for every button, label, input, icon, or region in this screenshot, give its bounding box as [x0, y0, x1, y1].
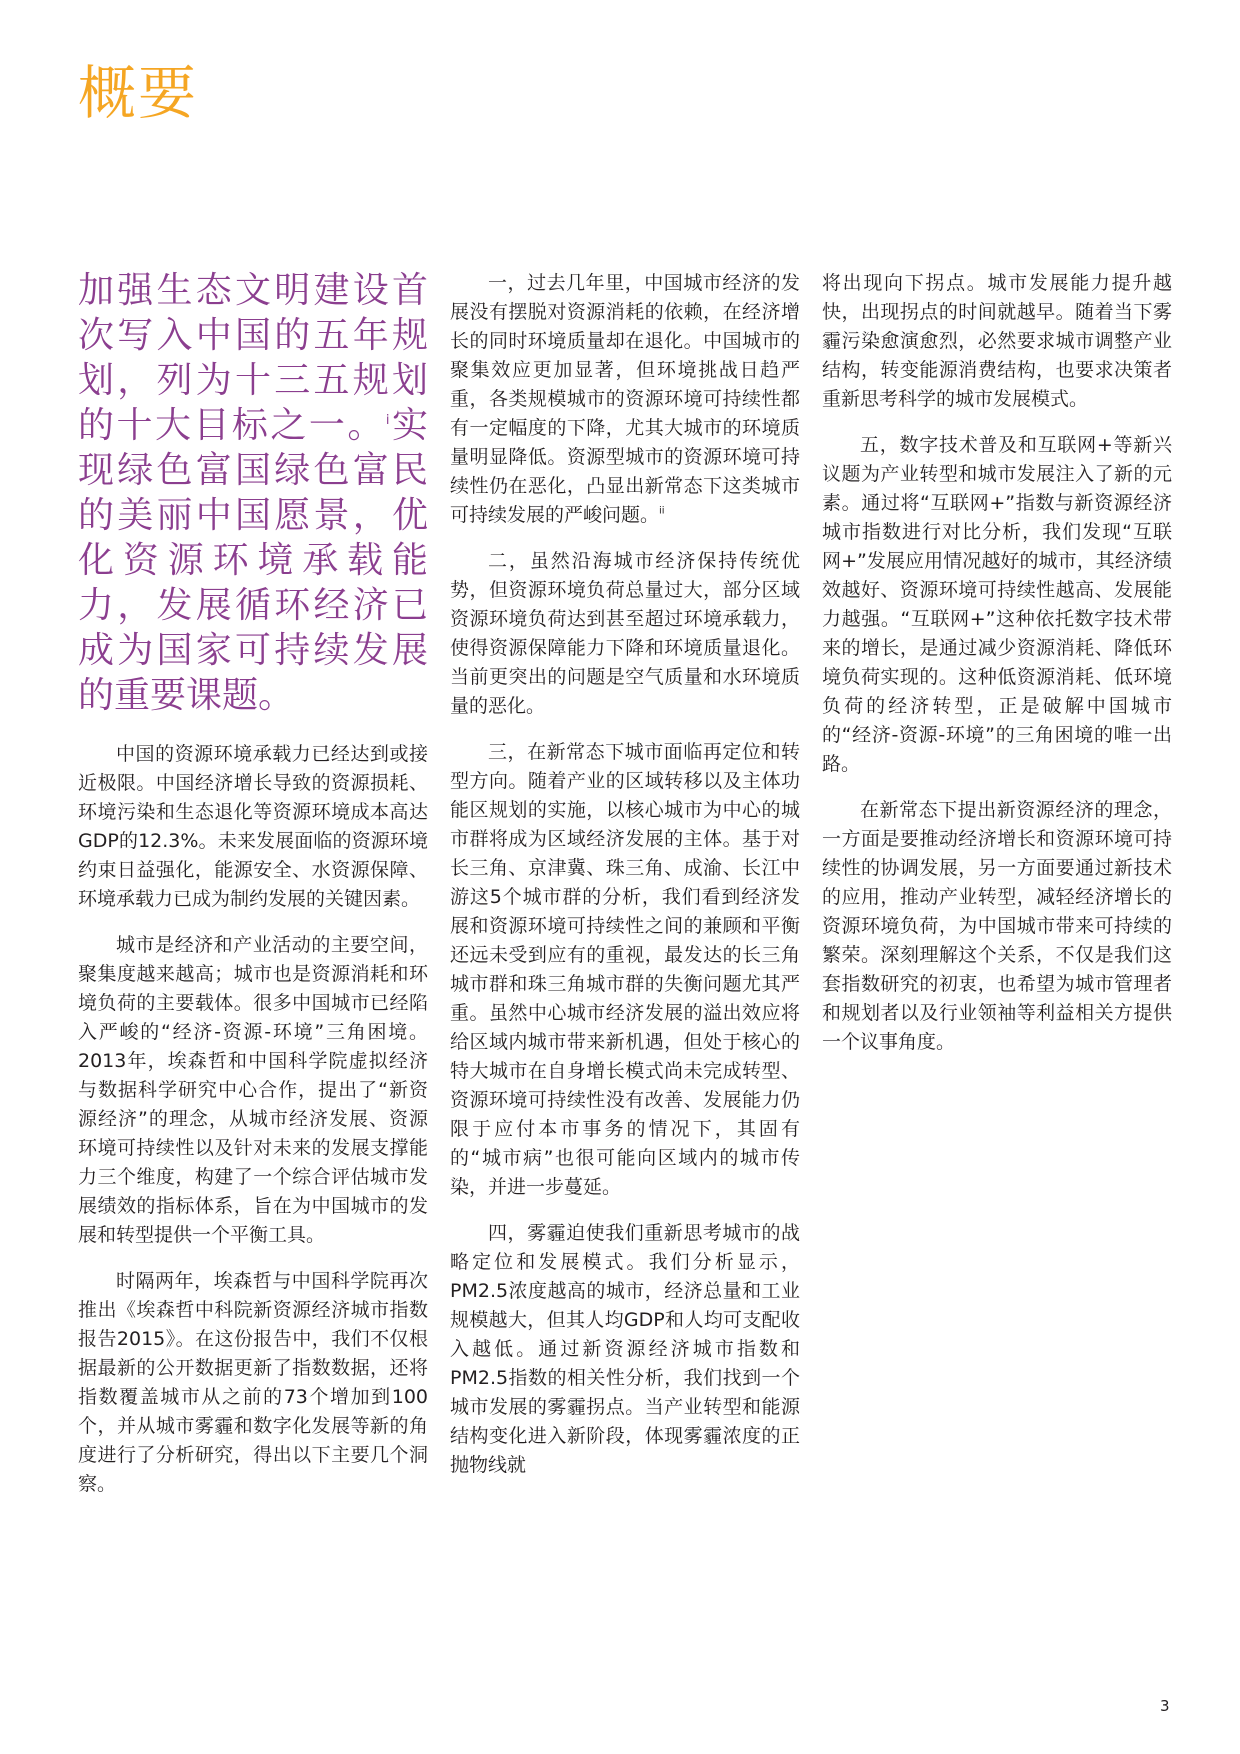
column-left — [78, 740, 428, 1516]
paragraph: 将出现向下拐点。城市发展能力提升越快，出现拐点的时间就越早。随着当下雾霾污染愈演愈烈，必然要求城市调整产业结构，转变能源消费结构，也要求决策者重新思考科学的城市发展模式。 — [822, 272, 1172, 410]
paragraph: 五，数字技术普及和互联网+等新兴议题为产业转型和城市发展注入了新的元素。通过将“互联网+”指数与新资源经济城市指数进行对比分析，我们发现“互联网+”发展应用情况越好的城市，其经济绩效越好、资源环境可持续性越高、发展能力越强。“互联网+”这种依托数字技术带来的增长，是通过减少资源消耗、降低环境负荷实现的。这种低资源消耗、低环境负荷的经济转型，正是破解中国城市的“经济-资源-环境”的三角困境的唯一出路。 — [822, 434, 1172, 775]
paragraph — [450, 269, 800, 530]
paragraph: 在新常态下提出新资源经济的理念，一方面是要推动经济增长和资源环境可持续性的协调发展，另一方面要通过新技术的应用，推动产业转型，减轻经济增长的资源环境负荷，为中国城市带来可持续的繁荣。深刻理解这个关系，不仅是我们这套指数研究的初衷，也希望为城市管理者和规划者以及行业领袖等利益相关方提供一个议事角度。 — [822, 799, 1172, 1053]
column-middle — [450, 269, 800, 1497]
footnote-marker: ii — [659, 505, 665, 517]
paragraph-text: 一，过去几年里，中国城市经济的发展没有摆脱对资源消耗的依赖，在经济增长的同时环境质量却在退化。中国城市的聚集效应更加显著，但环境挑战日趋严重，各类规模城市的资源环境可持续性都有一定幅度的下降，尤其大城市的环境质量明显降低。资源型城市的资源环境可持续性仍在恶化，凸显出新常态下这类城市可持续发展的严峻问题。 — [450, 272, 800, 526]
column-right — [822, 269, 1172, 1074]
footnote-marker: i — [385, 413, 390, 428]
pull-quote-text-2: 实现绿色富国绿色富民的美丽中国愿景，优化资源环境承载能力，发展循环经济已成为国家可持续发展的重要课题。 — [78, 405, 428, 716]
paragraph: 二，虽然沿海城市经济保持传统优势，但资源环境负荷总量过大，部分区域资源环境负荷达到甚至超过环境承载力，使得资源保障能力下降和环境质量退化。当前更突出的问题是空气质量和水环境质量的恶化。 — [450, 550, 800, 717]
pull-quote — [78, 268, 428, 718]
paragraph: 四，雾霾迫使我们重新思考城市的战略定位和发展模式。我们分析显示，PM2.5浓度越高的城市，经济总量和工业规模越大，但其人均GDP和人均可支配收入越低。通过新资源经济城市指数和PM2.5指数的相关性分析，我们找到一个城市发展的雾霾拐点。当产业转型和能源结构变化进入新阶段，体现雾霾浓度的正抛物线就 — [450, 1222, 800, 1476]
paragraph: 三，在新常态下城市面临再定位和转型方向。随着产业的区域转移以及主体功能区规划的实施，以核心城市为中心的城市群将成为区域经济发展的主体。基于对长三角、京津冀、珠三角、成渝、长江中游这5个城市群的分析，我们看到经济发展和资源环境可持续性之间的兼顾和平衡还远未受到应有的重视，最发达的长三角城市群和珠三角城市群的失衡问题尤其严重。虽然中心城市经济发展的溢出效应将给区域内城市带来新机遇，但处于核心的特大城市在自身增长模式尚未完成转型、资源环境可持续性没有改善、发展能力仍限于应付本市事务的情况下，其固有的“城市病”也很可能向区域内的城市传染，并进一步蔓延。 — [450, 741, 800, 1198]
page-title: 概要 — [78, 59, 199, 127]
page-number: 3 — [1160, 1697, 1170, 1715]
paragraph: 中国的资源环境承载力已经达到或接近极限。中国经济增长导致的资源损耗、环境污染和生态退化等资源环境成本高达GDP的12.3%。未来发展面临的资源环境约束日益强化，能源安全、水资源保障、环境承载力已成为制约发展的关键因素。 — [78, 743, 428, 910]
pull-quote-text: 加强生态文明建设首次写入中国的五年规划，列为十三五规划的十大目标之一。 — [78, 270, 428, 446]
paragraph: 城市是经济和产业活动的主要空间，聚集度越来越高；城市也是资源消耗和环境负荷的主要载体。很多中国城市已经陷入严峻的“经济-资源-环境”三角困境。2013年，埃森哲和中国科学院虚拟经济与数据科学研究中心合作，提出了“新资源经济”的理念，从城市经济发展、资源环境可持续性以及针对未来的发展支撑能力三个维度，构建了一个综合评估城市发展绩效的指标体系，旨在为中国城市的发展和转型提供一个平衡工具。 — [78, 934, 428, 1246]
paragraph: 时隔两年，埃森哲与中国科学院再次推出《埃森哲中科院新资源经济城市指数报告2015》。在这份报告中，我们不仅根据最新的公开数据更新了指数数据，还将指数覆盖城市从之前的73个增加到100个，并从城市雾霾和数字化发展等新的角度进行了分析研究，得出以下主要几个洞察。 — [78, 1270, 428, 1495]
